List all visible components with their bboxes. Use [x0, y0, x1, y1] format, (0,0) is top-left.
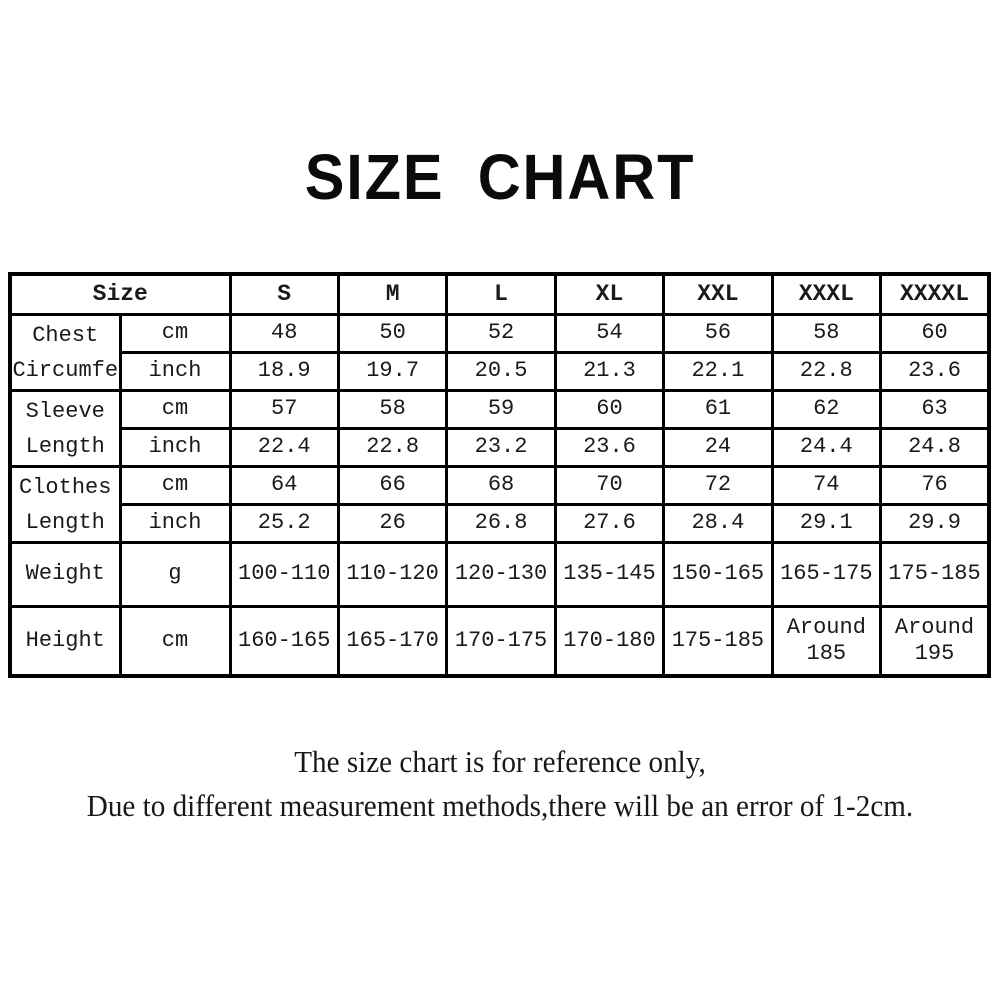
value-cell: 26: [338, 505, 446, 543]
weight-row: [10, 543, 989, 607]
clothes-label-line2: Length: [25, 509, 105, 535]
size-table: [8, 272, 991, 678]
sleeve-cm-row: [10, 391, 989, 429]
unit-cell: inch: [120, 429, 230, 467]
page-title: SIZE CHART: [304, 141, 696, 213]
value-cell: 58: [772, 315, 880, 353]
value-cell: 170-180: [555, 607, 663, 677]
value-cell: 165-170: [338, 607, 446, 677]
value-cell: 175-185: [881, 543, 989, 607]
value-cell: 48: [230, 315, 338, 353]
value-cell: 70: [555, 467, 663, 505]
value-cell: Around 195: [881, 607, 989, 677]
disclaimer-line-1: The size chart is for reference only,: [294, 744, 706, 779]
value-cell: 23.2: [447, 429, 555, 467]
chest-cm-row: [10, 315, 989, 353]
value-cell: 18.9: [230, 353, 338, 391]
value-cell: 57: [230, 391, 338, 429]
value-cell: 24.8: [881, 429, 989, 467]
value-cell: 54: [555, 315, 663, 353]
value-cell: 26.8: [447, 505, 555, 543]
value-cell: 100-110: [230, 543, 338, 607]
value-cell: 66: [338, 467, 446, 505]
value-cell: 60: [555, 391, 663, 429]
value-cell: 22.8: [772, 353, 880, 391]
clothes-label-cell: [10, 467, 120, 543]
value-cell: 23.6: [555, 429, 663, 467]
sleeve-inch-row: [10, 429, 989, 467]
size-col-xl: XL: [555, 274, 663, 315]
value-cell: 22.4: [230, 429, 338, 467]
value-cell: 22.1: [664, 353, 772, 391]
chest-label-line2: Circumfe: [12, 357, 119, 383]
value-cell: 20.5: [447, 353, 555, 391]
value-cell: 135-145: [555, 543, 663, 607]
value-cell: 52: [447, 315, 555, 353]
value-cell: 58: [338, 391, 446, 429]
disclaimer-line-2: Due to different measurement methods,there will be an error of 1-2cm.: [86, 788, 914, 823]
value-cell: 175-185: [664, 607, 772, 677]
value-cell: 23.6: [881, 353, 989, 391]
value-cell: 60: [881, 315, 989, 353]
value-cell: 22.8: [338, 429, 446, 467]
size-col-xxxl: XXXL: [772, 274, 880, 315]
value-cell: 110-120: [338, 543, 446, 607]
value-cell: 72: [664, 467, 772, 505]
value-cell: 29.1: [772, 505, 880, 543]
value-cell: 150-165: [664, 543, 772, 607]
value-cell: 24: [664, 429, 772, 467]
value-cell: 74: [772, 467, 880, 505]
value-cell: 21.3: [555, 353, 663, 391]
sleeve-label-cell: [10, 391, 120, 467]
unit-cell: g: [120, 543, 230, 607]
value-cell: 165-175: [772, 543, 880, 607]
unit-cell: cm: [120, 607, 230, 677]
sleeve-label-line1: Sleeve: [25, 398, 105, 424]
value-cell: 56: [664, 315, 772, 353]
clothes-cm-row: [10, 467, 989, 505]
value-cell: 59: [447, 391, 555, 429]
value-cell: 50: [338, 315, 446, 353]
unit-cell: cm: [120, 315, 230, 353]
value-cell: 62: [772, 391, 880, 429]
value-cell: 61: [664, 391, 772, 429]
chest-label-cell: [10, 315, 120, 391]
clothes-inch-row: [10, 505, 989, 543]
value-cell: 29.9: [881, 505, 989, 543]
size-header-cell: Size: [10, 274, 230, 315]
disclaimer-text: [30, 740, 970, 828]
value-cell: 120-130: [447, 543, 555, 607]
table-header-row: [10, 274, 989, 315]
weight-label-cell: Weight: [10, 543, 120, 607]
size-col-l: L: [447, 274, 555, 315]
unit-cell: cm: [120, 391, 230, 429]
size-col-s: S: [230, 274, 338, 315]
size-col-xxxxl: XXXXL: [881, 274, 989, 315]
value-cell: Around 185: [772, 607, 880, 677]
value-cell: 64: [230, 467, 338, 505]
value-cell: 28.4: [664, 505, 772, 543]
value-cell: 160-165: [230, 607, 338, 677]
value-cell: 25.2: [230, 505, 338, 543]
clothes-label-line1: Clothes: [19, 474, 112, 500]
chest-inch-row: [10, 353, 989, 391]
value-cell: 27.6: [555, 505, 663, 543]
unit-cell: cm: [120, 467, 230, 505]
value-cell: 68: [447, 467, 555, 505]
height-label-cell: Height: [10, 607, 120, 677]
value-cell: 63: [881, 391, 989, 429]
height-row: [10, 607, 989, 677]
unit-cell: inch: [120, 353, 230, 391]
value-cell: 19.7: [338, 353, 446, 391]
unit-cell: inch: [120, 505, 230, 543]
value-cell: 24.4: [772, 429, 880, 467]
size-col-xxl: XXL: [664, 274, 772, 315]
size-col-m: M: [338, 274, 446, 315]
value-cell: 170-175: [447, 607, 555, 677]
sleeve-label-line2: Length: [25, 433, 105, 459]
chest-label-line1: Chest: [32, 322, 99, 348]
value-cell: 76: [881, 467, 989, 505]
